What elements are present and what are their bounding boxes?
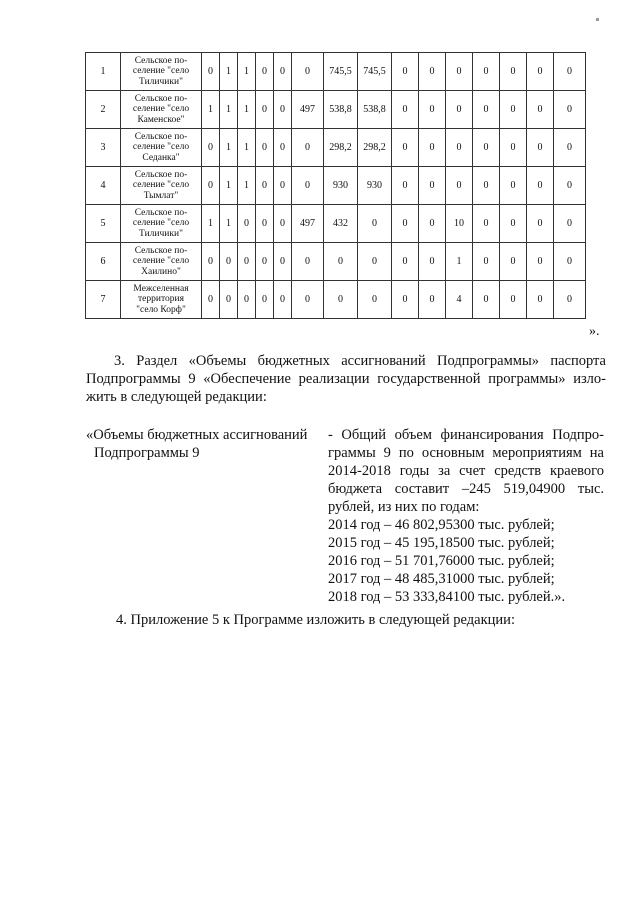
table-cell: 0 [256,281,274,319]
table-cell: 0 [419,53,446,91]
table-row [86,243,586,281]
paragraph-3-line: 3. Раздел «Объемы бюджетных ассигнований Подпрограммы» паспорта [114,353,606,369]
table-cell: 0 [392,129,419,167]
settlement-name-line: селение "село [132,104,190,115]
table-cell: 0 [274,281,292,319]
table-cell: 1 [238,129,256,167]
table-cell: 745,5 [324,53,358,91]
table-cell: 0 [292,243,324,281]
table-cell: 0 [527,243,554,281]
table-cell: 0 [274,243,292,281]
table-cell: 0 [292,281,324,319]
table-cell: 0 [446,129,473,167]
paragraph-3-line: Подпрограммы 9 «Обеспечение реализации государственной программы» изло- [86,371,606,387]
table-cell: 0 [419,129,446,167]
table-cell: 0 [292,129,324,167]
table-cell: 0 [392,91,419,129]
table-cell: 1 [238,53,256,91]
settlement-name-line: Каменское" [137,114,185,125]
table-cell: 0 [256,129,274,167]
table-cell: 0 [324,281,358,319]
table-cell: 0 [220,281,238,319]
settlement-name-line: Сельское по- [134,55,188,66]
table-cell: 0 [473,205,500,243]
table-cell: 1 [238,91,256,129]
row-number: 4 [86,167,121,205]
table-cell: 0 [274,129,292,167]
table-cell: 0 [500,281,527,319]
table-cell: 0 [392,281,419,319]
table-cell: 0 [256,53,274,91]
table-cell: 0 [392,167,419,205]
table-cell: 0 [554,129,586,167]
table-cell: 0 [554,91,586,129]
table-cell: 0 [527,91,554,129]
table-cell: 0 [527,167,554,205]
table-cell: 0 [473,281,500,319]
table-cell: 1 [202,91,220,129]
row-number: 5 [86,205,121,243]
table-row [86,281,586,319]
table-cell: 0 [274,167,292,205]
page-mark [596,18,599,21]
budget-label-line: Подпрограммы 9 [94,445,200,461]
settlement-name-line: Седанка" [142,152,180,163]
settlement-name-line: Сельское по- [134,93,188,104]
table-cell: 0 [256,205,274,243]
table-cell: 0 [554,167,586,205]
settlement-name-line: Сельское по- [134,169,188,180]
table-cell: 930 [358,167,392,205]
settlement-name-line: Тиличики" [139,76,183,87]
table-cell: 0 [500,53,527,91]
table-cell: 0 [446,167,473,205]
table-cell: 0 [527,129,554,167]
table-cell: 1 [220,167,238,205]
table-cell: 0 [256,91,274,129]
table-cell: 0 [446,53,473,91]
table-cell: 1 [220,53,238,91]
table-cell: 0 [392,205,419,243]
budget-year-line: 2016 год – 51 701,76000 тыс. рублей; [328,553,555,569]
table-cell: 0 [500,243,527,281]
row-number: 1 [86,53,121,91]
table-cell: 930 [324,167,358,205]
table-cell: 0 [202,129,220,167]
table-cell: 0 [473,91,500,129]
table-cell: 0 [274,205,292,243]
settlement-name [121,129,202,167]
table-row [86,167,586,205]
settlement-name [121,281,202,319]
table-cell: 745,5 [358,53,392,91]
settlement-name-line: селение "село [132,66,190,77]
table-cell: 538,8 [324,91,358,129]
table-cell: 1 [220,129,238,167]
table-cell: 0 [202,281,220,319]
table-cell: 10 [446,205,473,243]
settlement-name-line: Тиличики" [139,228,183,239]
table-cell: 0 [256,167,274,205]
row-number: 2 [86,91,121,129]
table-cell: 0 [554,281,586,319]
settlement-name-line: Сельское по- [134,131,188,142]
row-number: 7 [86,281,121,319]
table-close-quote: ». [589,324,600,339]
data-table [85,52,586,319]
table-cell: 0 [473,129,500,167]
budget-year-line: 2017 год – 48 485,31000 тыс. рублей; [328,571,555,587]
settlement-name-line: селение "село [132,218,190,229]
table-cell: 0 [202,53,220,91]
table-cell: 0 [392,53,419,91]
table-cell: 1 [446,243,473,281]
table-cell: 0 [202,167,220,205]
budget-year-line: 2014 год – 46 802,95300 тыс. рублей; [328,517,555,533]
settlement-name-line: Тымлат" [143,190,179,201]
table-cell: 0 [554,53,586,91]
table-cell: 0 [419,243,446,281]
budget-label-line: «Объемы бюджетных ассигнований [86,427,308,443]
table-cell: 0 [274,53,292,91]
table-cell: 0 [238,243,256,281]
paragraph-3 [86,352,606,406]
table-cell: 1 [220,205,238,243]
budget-line: - Общий объем финансирования Подпро- [328,427,604,443]
table-cell: 1 [238,167,256,205]
table-cell: 0 [527,205,554,243]
table-cell: 0 [554,243,586,281]
row-number: 3 [86,129,121,167]
table-cell: 0 [554,205,586,243]
table-cell: 0 [238,281,256,319]
paragraph-4: 4. Приложение 5 к Программе изложить в следующей редакции: [116,612,515,628]
settlement-name-line: Сельское по- [134,207,188,218]
budget-line: бюджета составит –245 519,04900 тыс. [328,481,604,497]
table-cell: 0 [500,129,527,167]
table-cell: 0 [500,91,527,129]
table-row [86,205,586,243]
settlement-name-line: селение "село [132,256,190,267]
budget-description [328,426,604,606]
settlement-name-line: "село Корф" [136,304,186,315]
table-cell: 0 [500,167,527,205]
table-cell: 0 [292,167,324,205]
table-cell: 1 [202,205,220,243]
table-cell: 0 [419,205,446,243]
table-cell: 0 [324,243,358,281]
table-cell: 0 [500,205,527,243]
budget-label [86,426,316,462]
table-cell: 0 [220,243,238,281]
table-cell: 0 [238,205,256,243]
table-cell: 4 [446,281,473,319]
settlement-name-line: территория [138,294,184,305]
table-cell: 1 [220,91,238,129]
table-cell: 497 [292,205,324,243]
table-cell: 432 [324,205,358,243]
table-cell: 0 [446,91,473,129]
settlement-name [121,205,202,243]
settlement-name-line: Сельское по- [134,245,188,256]
table-cell: 0 [527,53,554,91]
table-row [86,129,586,167]
settlement-name-line: селение "село [132,180,190,191]
settlement-name [121,53,202,91]
table-cell: 497 [292,91,324,129]
table-cell: 0 [473,167,500,205]
settlement-name-line: Межселенная [133,283,189,294]
budget-year-line: 2018 год – 53 333,84100 тыс. рублей.». [328,589,566,605]
table-cell: 0 [419,167,446,205]
settlement-name-line: Хаилино" [141,266,181,277]
table-cell: 0 [419,281,446,319]
table-cell: 0 [358,205,392,243]
budget-line: 2014-2018 годы за счет средств краевого [328,463,604,479]
budget-year-line: 2015 год – 45 195,18500 тыс. рублей; [328,535,555,551]
table-cell: 298,2 [358,129,392,167]
row-number: 6 [86,243,121,281]
table-cell: 0 [292,53,324,91]
table-cell: 0 [473,53,500,91]
budget-line: граммы 9 по основным мероприятиям на [328,445,604,461]
table-cell: 0 [527,281,554,319]
table-cell: 0 [358,243,392,281]
table-cell: 0 [358,281,392,319]
table-cell: 298,2 [324,129,358,167]
settlement-name-line: селение "село [132,142,190,153]
settlement-name [121,243,202,281]
table-row [86,91,586,129]
table-cell: 0 [274,91,292,129]
settlement-name [121,91,202,129]
budget-line: рублей, из них по годам: [328,499,480,515]
table-cell: 0 [419,91,446,129]
paragraph-3-line: жить в следующей редакции: [86,389,267,405]
table-cell: 538,8 [358,91,392,129]
table-cell: 0 [202,243,220,281]
settlement-name [121,167,202,205]
table-cell: 0 [256,243,274,281]
table-cell: 0 [392,243,419,281]
table-row [86,53,586,91]
table-cell: 0 [473,243,500,281]
